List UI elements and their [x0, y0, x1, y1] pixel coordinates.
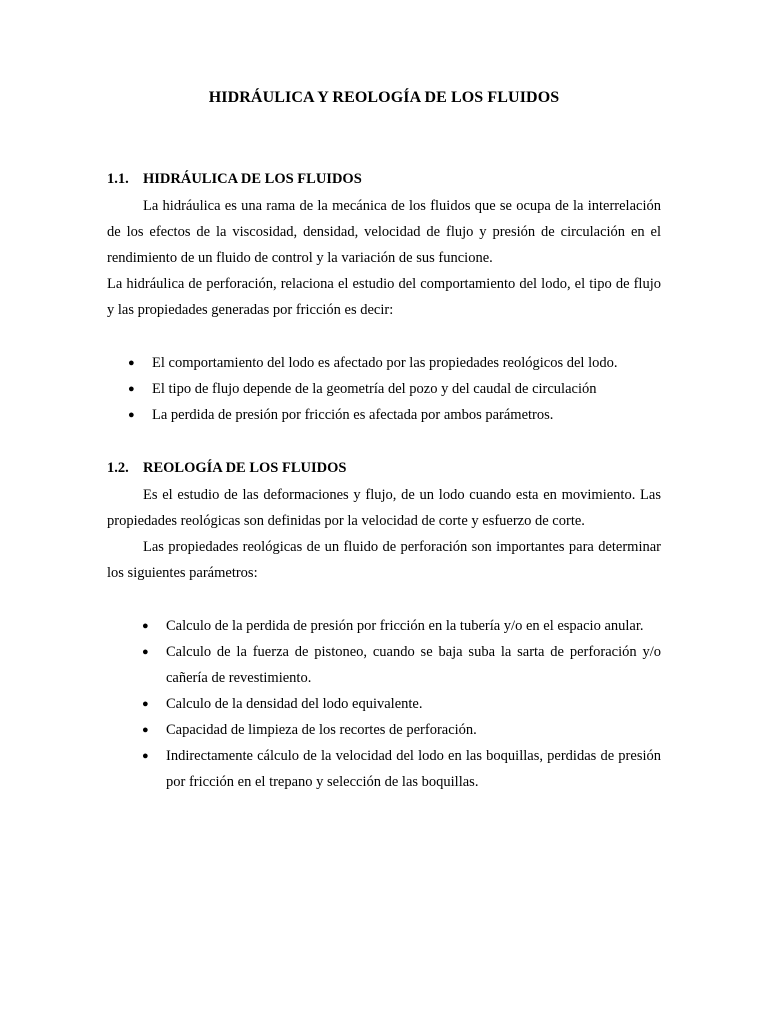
list-item: [142, 717, 661, 743]
paragraph: Las propiedades reológicas de un fluido de perforación son importantes para determinar los siguientes parámetros:: [107, 539, 661, 581]
list-item: [142, 691, 661, 717]
bullet-icon: ●: [142, 698, 149, 710]
list-item: [128, 376, 661, 402]
list-item: [142, 743, 661, 795]
list-item-text: La perdida de presión por fricción es afectada por ambos parámetros.: [152, 407, 554, 423]
list-item-text: El comportamiento del lodo es afectado por las propiedades reológicos del lodo.: [152, 355, 618, 371]
bullet-icon: ●: [142, 724, 149, 736]
list-item: [128, 402, 661, 428]
list-item: [142, 613, 661, 639]
list-item: [142, 639, 661, 691]
bullet-icon: ●: [142, 750, 149, 762]
list-item-text: Capacidad de limpieza de los recortes de perforación.: [166, 722, 477, 738]
section-heading-hidraulica: [107, 171, 362, 188]
list-item-text: Indirectamente cálculo de la velocidad del lodo en las boquillas, perdidas de presión por fricción en el trepano y selección de las boquillas.: [166, 748, 661, 790]
bullet-icon: ●: [128, 409, 135, 421]
bullet-list: [142, 613, 661, 795]
section-title: REOLOGÍA DE LOS FLUIDOS: [143, 460, 347, 476]
bullet-icon: ●: [142, 620, 149, 632]
list-item-text: Calculo de la perdida de presión por fricción en la tubería y/o en el espacio anular.: [166, 618, 644, 634]
paragraph: La hidráulica de perforación, relaciona el estudio del comportamiento del lodo, el tipo de flujo y las propiedades generadas por fricción es decir:: [107, 276, 661, 318]
list-item: [128, 350, 661, 376]
section-heading-reologia: [107, 460, 346, 477]
paragraph: La hidráulica es una rama de la mecánica de los fluidos que se ocupa de la interrelación de los efectos de la viscosidad, densidad, velocidad de flujo y presión de circulación en el rendimiento de un fluido de control y la variación de sus funcione.: [107, 198, 661, 266]
section-number: 1.2.: [107, 460, 129, 476]
bullet-icon: ●: [142, 646, 149, 658]
document-title: HIDRÁULICA Y REOLOGÍA DE LOS FLUIDOS: [208, 89, 560, 106]
section-title: HIDRÁULICA DE LOS FLUIDOS: [143, 171, 362, 187]
list-item-text: Calculo de la fuerza de pistoneo, cuando se baja suba la sarta de perforación y/o cañería de revestimiento.: [166, 644, 661, 686]
list-item-text: El tipo de flujo depende de la geometría del pozo y del caudal de circulación: [152, 381, 597, 397]
bullet-list: [128, 350, 661, 428]
bullet-icon: ●: [128, 357, 135, 369]
list-item-text: Calculo de la densidad del lodo equivalente.: [166, 696, 423, 712]
paragraph: Es el estudio de las deformaciones y flujo, de un lodo cuando esta en movimiento. Las propiedades reológicas son definidas por la velocidad de corte y esfuerzo de corte.: [107, 487, 661, 529]
section-number: 1.1.: [107, 171, 129, 187]
bullet-icon: ●: [128, 383, 135, 395]
